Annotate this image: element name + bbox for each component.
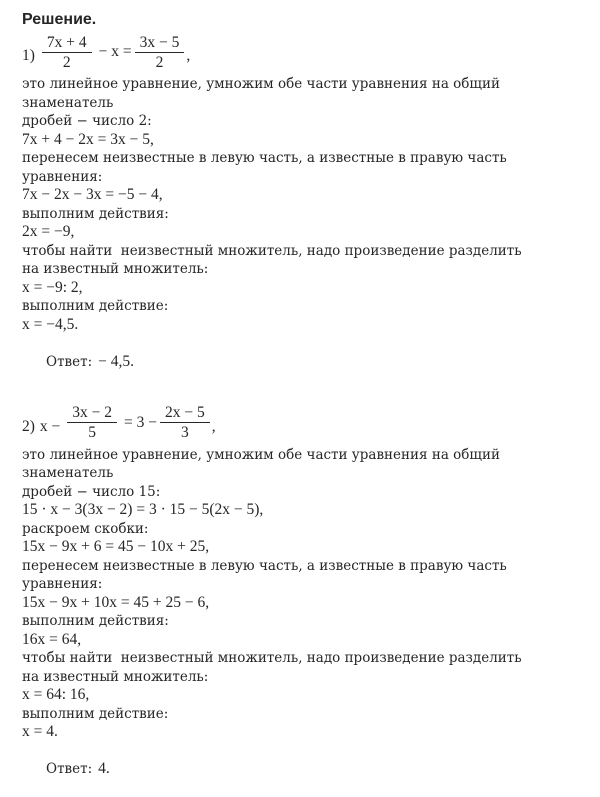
math-line: 15x − 9x + 10x = 45 + 25 − 6, [22, 594, 582, 613]
fraction-numerator: 3x − 5 [135, 34, 185, 53]
equation-2-lead: x − [40, 410, 60, 436]
solution-line: это линейное уравнение, умножим обе части уравнения на общий знаменатель [22, 75, 582, 112]
solution-line: чтобы найти неизвестный множитель, надо произведение разделить [22, 649, 582, 668]
answer-value: − 4,5. [98, 353, 134, 370]
solution-line: на известный множитель: [22, 260, 582, 279]
equation-1-comma: , [186, 47, 190, 71]
math-line: 7x + 4 − 2x = 3x − 5, [22, 131, 582, 150]
fraction-denominator: 2 [156, 53, 164, 71]
solution-line: перенесем неизвестные в левую часть, а известные в правую часть уравнения: [22, 557, 582, 594]
solution-line: выполним действия: [22, 205, 582, 224]
solution-line: выполним действие: [22, 297, 582, 316]
solution-section-2 [22, 404, 582, 797]
answer-label: Ответ: [46, 761, 92, 777]
math-line: x = 4. [22, 723, 582, 742]
fraction-denominator: 5 [88, 423, 96, 441]
fraction-numerator: 7x + 4 [42, 34, 92, 53]
solution-line: дробей − число 2: [22, 112, 582, 131]
solution-line: дробей − число 15: [22, 483, 582, 502]
answer-line-1 [22, 334, 582, 390]
math-line: 2x = −9, [22, 223, 582, 242]
fraction-numerator: 3x − 2 [67, 404, 117, 423]
fraction-right [160, 404, 210, 441]
answer-label: Ответ: [46, 354, 92, 370]
math-line: x = −4,5. [22, 316, 582, 335]
solution-line: на известный множитель: [22, 668, 582, 687]
solution-line: раскроем скобки: [22, 520, 582, 539]
fraction-denominator: 2 [63, 53, 71, 71]
answer-value: 4. [98, 760, 110, 777]
fraction-left [42, 34, 92, 71]
equation-2 [22, 404, 582, 442]
page-title: Решение. [22, 10, 582, 30]
solution-line: выполним действия: [22, 612, 582, 631]
math-line: 16x = 64, [22, 631, 582, 650]
equation-1-number: 1) [22, 39, 35, 65]
math-line: 15x − 9x + 6 = 45 − 10x + 25, [22, 538, 582, 557]
fraction-left [67, 404, 117, 441]
fraction-denominator: 3 [181, 423, 189, 441]
solution-line: чтобы найти неизвестный множитель, надо произведение разделить [22, 242, 582, 261]
math-line: x = 64: 16, [22, 686, 582, 705]
math-line: 15 · x − 3(3x − 2) = 3 · 15 − 5(2x − 5), [22, 501, 582, 520]
equation-2-number: 2) [22, 410, 35, 436]
answer-line-2 [22, 742, 582, 797]
solution-line: выполним действие: [22, 705, 582, 724]
math-line: 7x − 2x − 3x = −5 − 4, [22, 186, 582, 205]
math-line: x = −9: 2, [22, 279, 582, 298]
fraction-right [135, 34, 185, 71]
equation-1-middle: − x = [99, 43, 132, 61]
equation-2-comma: , [212, 418, 216, 442]
solution-line: перенесем неизвестные в левую часть, а известные в правую часть уравнения: [22, 149, 582, 186]
solution-line: это линейное уравнение, умножим обе части уравнения на общий знаменатель [22, 446, 582, 483]
equation-1 [22, 33, 582, 71]
fraction-numerator: 2x − 5 [160, 404, 210, 423]
solution-section-1 [22, 33, 582, 390]
equation-2-middle: = 3 − [124, 414, 157, 432]
